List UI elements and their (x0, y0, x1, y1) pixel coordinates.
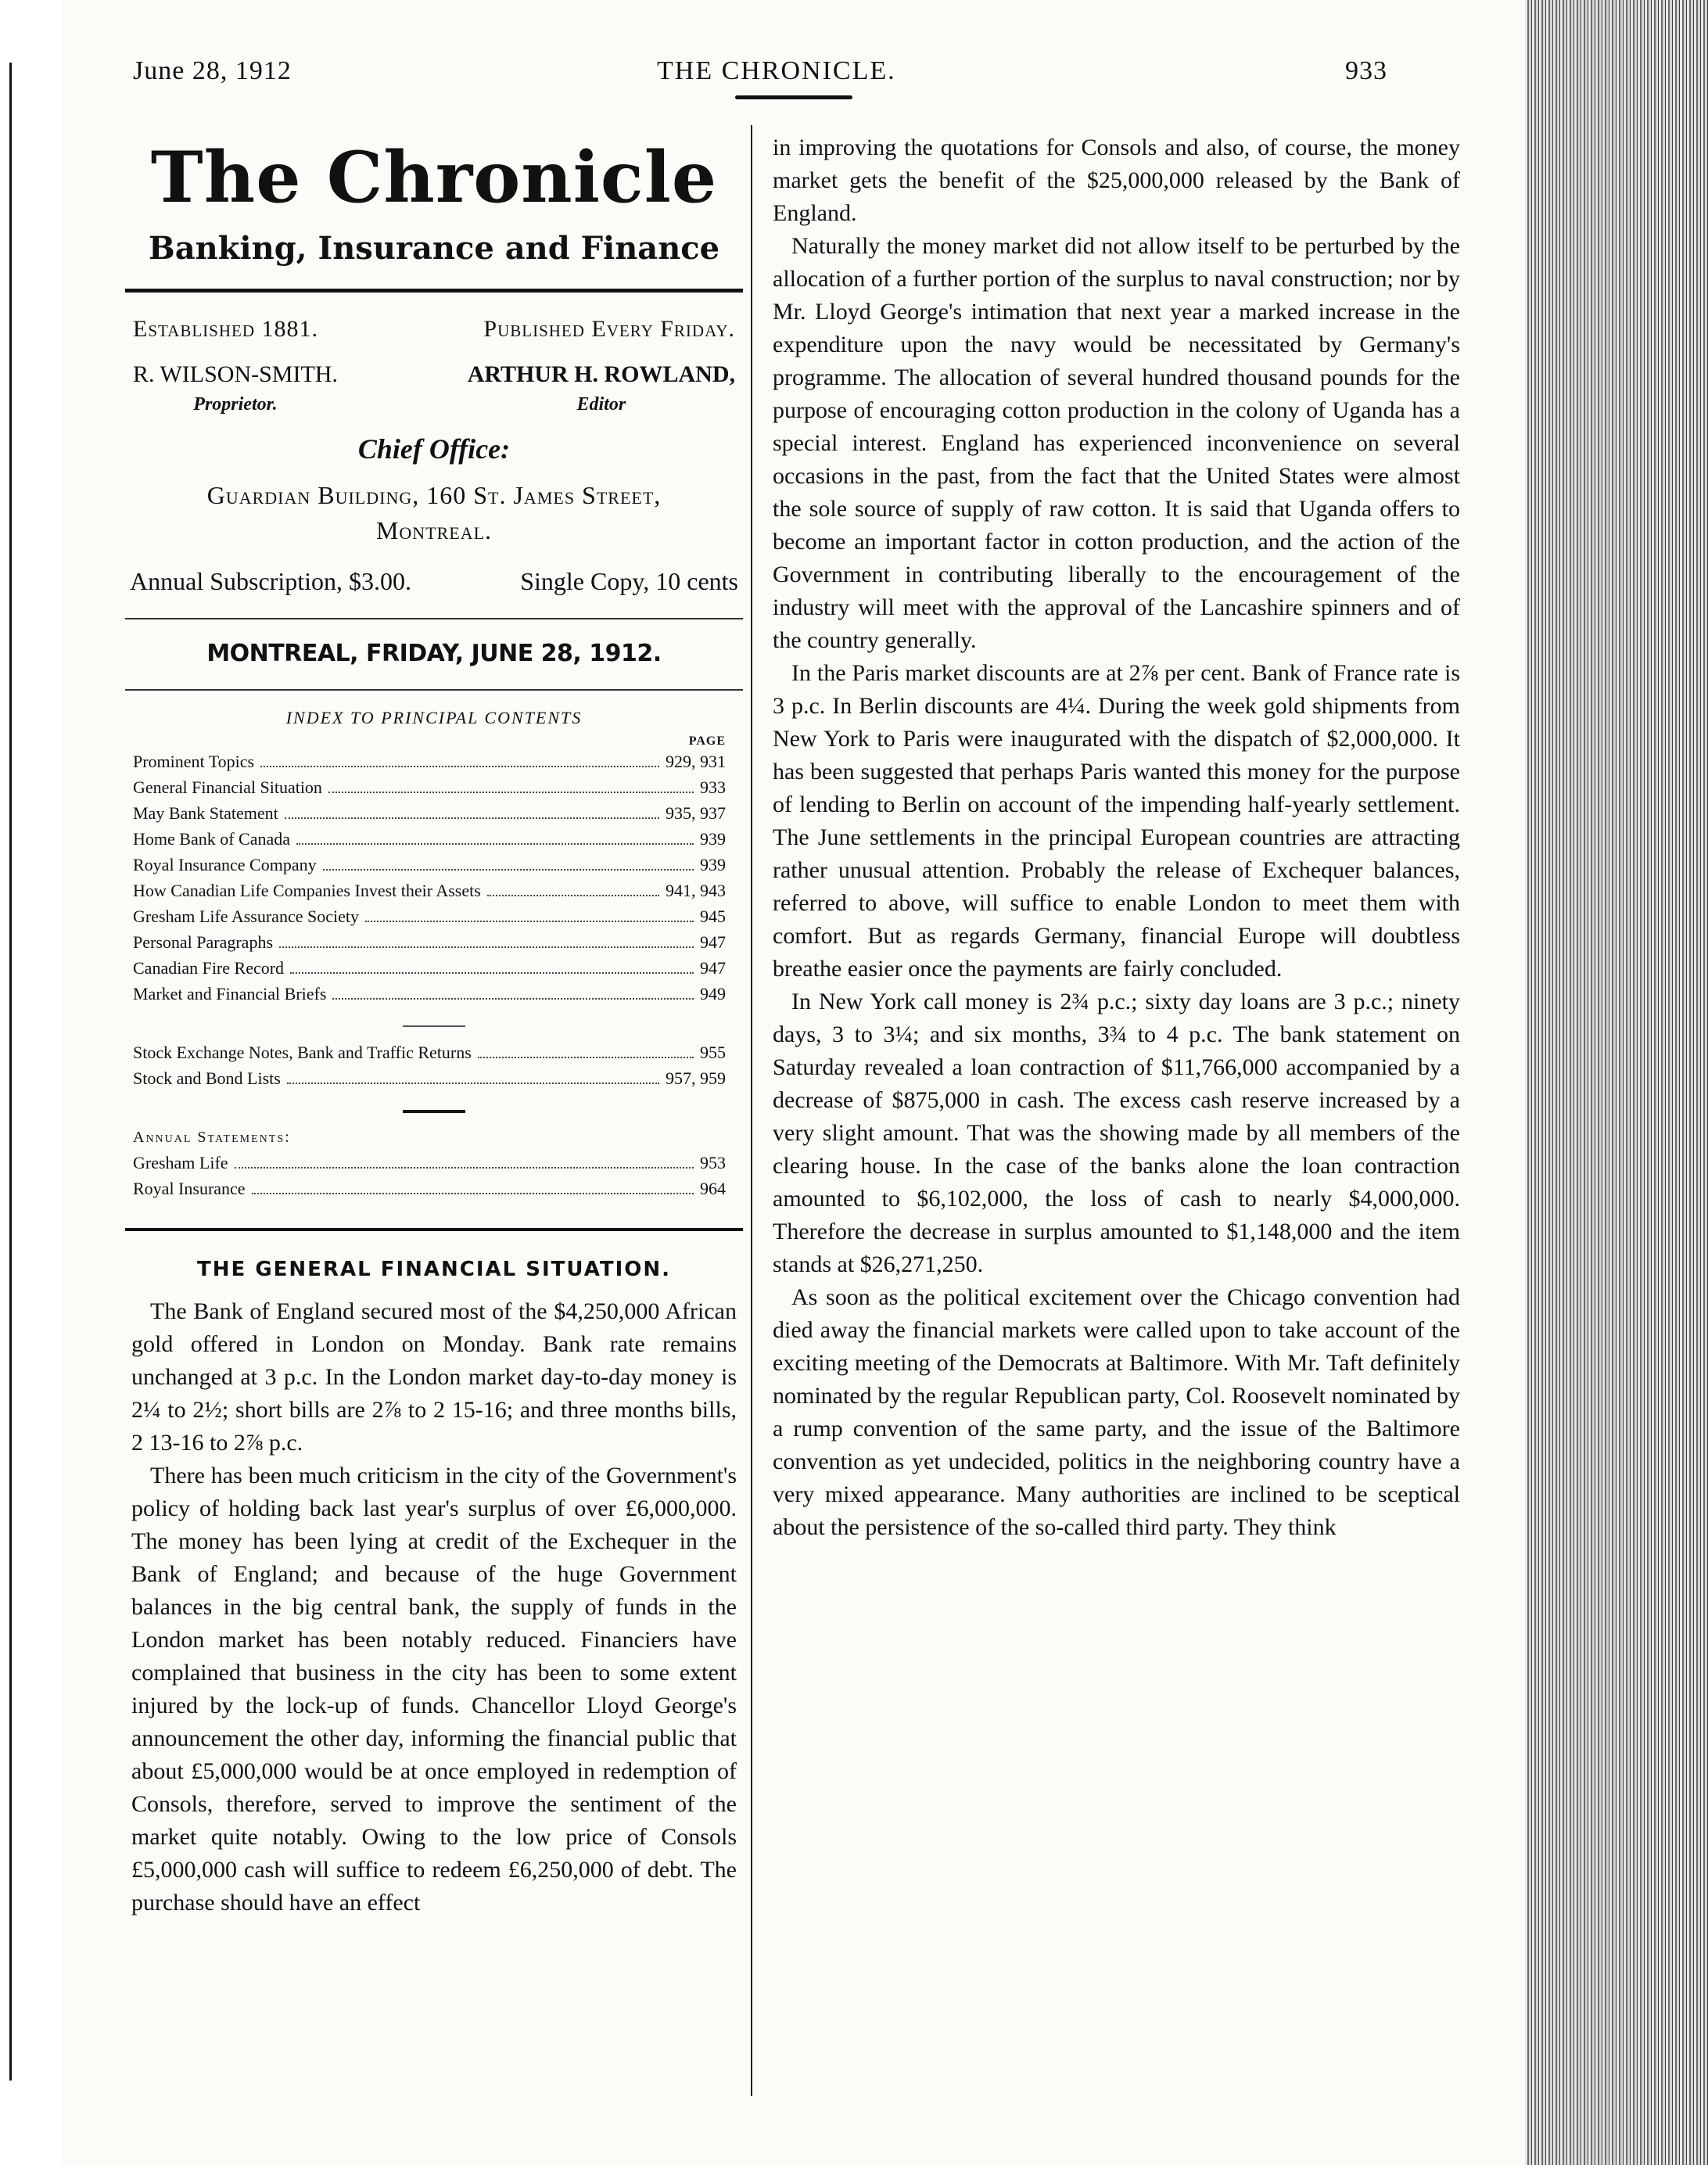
leader-dots (235, 1167, 694, 1169)
right-column (766, 131, 1466, 1544)
dateline: MONTREAL, FRIDAY, JUNE 28, 1912. (206, 639, 662, 667)
index-entry-title: Canadian Fire Record (133, 957, 285, 978)
article-right-text (766, 131, 1466, 1544)
margin-rule (9, 63, 12, 2081)
section-rule (125, 1228, 743, 1231)
index-entry (133, 803, 726, 829)
published: Published Every Friday. (483, 316, 735, 342)
leader-dots (487, 895, 659, 896)
index-title: INDEX TO PRINCIPAL CONTENTS (285, 707, 583, 727)
index-entry (133, 958, 726, 984)
article-left-text (125, 1295, 743, 1919)
index-entry-page: 939 (700, 828, 726, 849)
index-entry-page: 933 (700, 777, 726, 797)
index-entry-page: 941, 943 (666, 880, 726, 900)
index-entry-title: Stock and Bond Lists (133, 1068, 281, 1088)
index-entry-page: 935, 937 (666, 802, 726, 823)
index-page-header: PAGE (688, 734, 726, 748)
index-entry-title: Gresham Life Assurance Society (133, 906, 359, 926)
leader-dots (260, 766, 659, 767)
office-line-2: Montreal. (375, 515, 493, 544)
editor-role: Editor (576, 394, 626, 415)
index-entry (133, 932, 726, 958)
index-entry (133, 1179, 726, 1205)
rule (125, 689, 743, 691)
index-entry-page: 964 (700, 1178, 726, 1198)
index-entry-title: How Canadian Life Companies Invest their Assets (133, 880, 481, 900)
index-entry-title: Royal Insurance (133, 1178, 246, 1198)
leader-dots (279, 946, 694, 948)
index-entry-title: Royal Insurance Company (133, 854, 317, 874)
leader-dots (252, 1193, 694, 1194)
article-paragraph: In New York call money is 2¾ p.c.; sixty day loans are 3 p.c.; ninety days, 3 to 3¼; and six months, 3¾ to 4 p.c. The bank statement on Saturday revealed a loan contraction of $11,766,000 accompanied by a decrease of $875,000 in cash. The excess cash reserve increased by a very slight amount. That was the showing made by all members of the clearing house. In the case of the banks alone the loan contraction amounted to $6,102,000, the loss of cash to nearly $4,000,000. Therefore the decrease in surplus amounted to $1,148,000 and the item stands at $26,271,250. (773, 989, 1460, 1277)
index-entry (133, 752, 726, 777)
proprietor-name: R. WILSON-SMITH. (133, 361, 338, 387)
proprietor-role: Proprietor. (193, 394, 278, 415)
index-entry-page: 939 (700, 854, 726, 874)
left-margin (0, 0, 63, 2165)
index-entry-page: 947 (700, 957, 726, 978)
index-list (133, 752, 726, 1010)
leader-dots (365, 921, 694, 922)
leader-dots (287, 1082, 659, 1084)
leader-dots (290, 972, 694, 974)
index-entry-title: Market and Financial Briefs (133, 983, 327, 1004)
office-title: Chief Office: (357, 433, 511, 465)
book-page-edges (1525, 0, 1708, 2165)
editor (468, 361, 735, 415)
index-entry-page: 949 (700, 983, 726, 1004)
index-entry (133, 1068, 726, 1094)
index-entry-title: Gresham Life (133, 1152, 228, 1172)
leader-dots (328, 792, 694, 793)
article-paragraph: As soon as the political excitement over the Chicago convention had died away the financial markets were called upon to take account of the exciting meeting of the Democrats at Baltimore. With Mr. Taft definitely nominated by the regular Republican party, Col. Roosevelt nominated by a rump convention of the same party, and the issue of the Baltimore convention as yet undecided, politics in the neighboring country have a very mixed appearance. Many authorities are inclined to be sceptical about the persistence of the so-called third party. They think (773, 1284, 1460, 1540)
established: Established 1881. (133, 316, 318, 342)
index-entry (133, 855, 726, 881)
leader-dots (332, 998, 694, 1000)
index-entry (133, 881, 726, 907)
index-entry (133, 1153, 726, 1179)
index-entry-page: 945 (700, 906, 726, 926)
index-list-2 (133, 1043, 726, 1094)
leader-dots (285, 817, 659, 819)
index-separator (403, 1110, 465, 1113)
index-entry (133, 1043, 726, 1068)
index-entry (133, 777, 726, 803)
index-entry-page: 953 (700, 1152, 726, 1172)
index-entry (133, 984, 726, 1010)
article-paragraph: There has been much criticism in the city of the Government's policy of holding back last year's surplus of over £6,000,000. The money has been lying at credit of the Exchequer in the Bank of England; and because of the huge Government balances in the big central bank, the supply of funds in the London market has been notably reduced. Financiers have complained that business in the city has been to some extent injured by the lock-up of funds. Chancellor Lloyd George's announcement the other day, informing the financial public that about £5,000,000 would be at once employed in redemption of Consols, therefore, served to improve the sentiment of the market quite notably. Owing to the low price of Consols £5,000,000 cash will suffice to redeem £6,250,000 of debt. The purchase should have an effect (131, 1462, 737, 1915)
staff-info (133, 361, 735, 415)
office-line-1: Guardian Building, 160 St. James Street, (206, 481, 662, 509)
leader-dots (478, 1057, 694, 1058)
index-separator (403, 1025, 465, 1027)
single-copy: Single Copy, 10 cents (520, 566, 738, 595)
index-entry-page: 957, 959 (666, 1068, 726, 1088)
masthead-subtitle: Banking, Insurance and Finance (148, 230, 720, 267)
index-entry (133, 829, 726, 855)
index-entry-page: 929, 931 (666, 751, 726, 771)
leader-dots (323, 869, 694, 871)
masthead-title: The Chronicle (150, 136, 718, 219)
page-number: 933 (1345, 56, 1387, 85)
article-paragraph: The Bank of England secured most of the $4,250,000 African gold offered in London on Monday. Bank rate remains unchanged at 3 p.c. In the London market day-to-day money is 2¼ to 2½; short bills are 2⅞ to 2 15-16; and three months bills, 2 13-16 to 2⅞ p.c. (131, 1298, 737, 1456)
index-entry-title: May Bank Statement (133, 802, 278, 823)
article-paragraph: In the Paris market discounts are at 2⅞ per cent. Bank of France rate is 3 p.c. In Berlin discounts are 4¼. During the week gold shipments from New York to Paris were inaugurated with the dispatch of $2,000,000. It has been suggested that perhaps Paris wanted this money for the purpose of lending to Berlin on account of the impending half-yearly settlement. The June settlements in the principal European countries are attracting rather unusual attention. Probably the release of Exchequer balances, referred to above, will suffice to enable London to meet them with comfort. But as regards Germany, financial Europe will doubtless breathe easier once the payments are fairly concluded. (773, 660, 1460, 982)
index-entry-title: Stock Exchange Notes, Bank and Traffic Returns (133, 1042, 472, 1062)
annual-statements-list (133, 1153, 726, 1205)
running-head-date: June 28, 1912 (133, 56, 292, 85)
annual-subscription: Annual Subscription, $3.00. (130, 566, 411, 595)
office-address (125, 478, 743, 548)
article-paragraph: in improving the quotations for Consols and also, of course, the money market gets the benefit of the $25,000,000 released by the Bank of England. (773, 135, 1460, 226)
subscription-info (130, 567, 738, 596)
annual-statements-heading: Annual Statements: (133, 1128, 291, 1146)
leader-dots (296, 843, 694, 845)
index-entry-page: 955 (700, 1042, 726, 1062)
ornament-rule (735, 95, 852, 99)
editor-name: ARTHUR H. ROWLAND, (467, 361, 735, 387)
index-entry-title: Prominent Topics (133, 751, 255, 771)
index-entry-title: General Financial Situation (133, 777, 322, 797)
publication-info (133, 316, 735, 343)
article-title: THE GENERAL FINANCIAL SITUATION. (197, 1257, 671, 1281)
index-entry-title: Personal Paragraphs (133, 932, 274, 952)
running-head-title: THE CHRONICLE. (657, 56, 896, 85)
index-entry-title: Home Bank of Canada (133, 828, 290, 849)
rule (125, 618, 743, 619)
left-column (125, 133, 743, 1919)
page (63, 0, 1525, 2165)
index-entry-page: 947 (700, 932, 726, 952)
masthead-rule (125, 289, 743, 293)
proprietor (133, 361, 338, 415)
index-entry (133, 907, 726, 932)
column-divider (751, 125, 752, 2096)
article-paragraph: Naturally the money market did not allow itself to be perturbed by the allocation of a further portion of the surplus to naval construction; nor by Mr. Lloyd George's intimation that next year a marked increase in the expenditure upon the navy would be necessitated by Germany's programme. The allocation of several hundred thousand pounds for the purpose of encouraging cotton production in the colony of Uganda has a special interest. England has experienced inconvenience on several occasions in the past, from the fact that the United States were almost the sole source of supply of raw cotton. It is said that Uganda offers to become an important factor in cotton production, and the action of the Government in contributing liberally to the encouragement of the industry will meet with the approval of the Lancashire spinners and of the country generally. (773, 233, 1460, 653)
